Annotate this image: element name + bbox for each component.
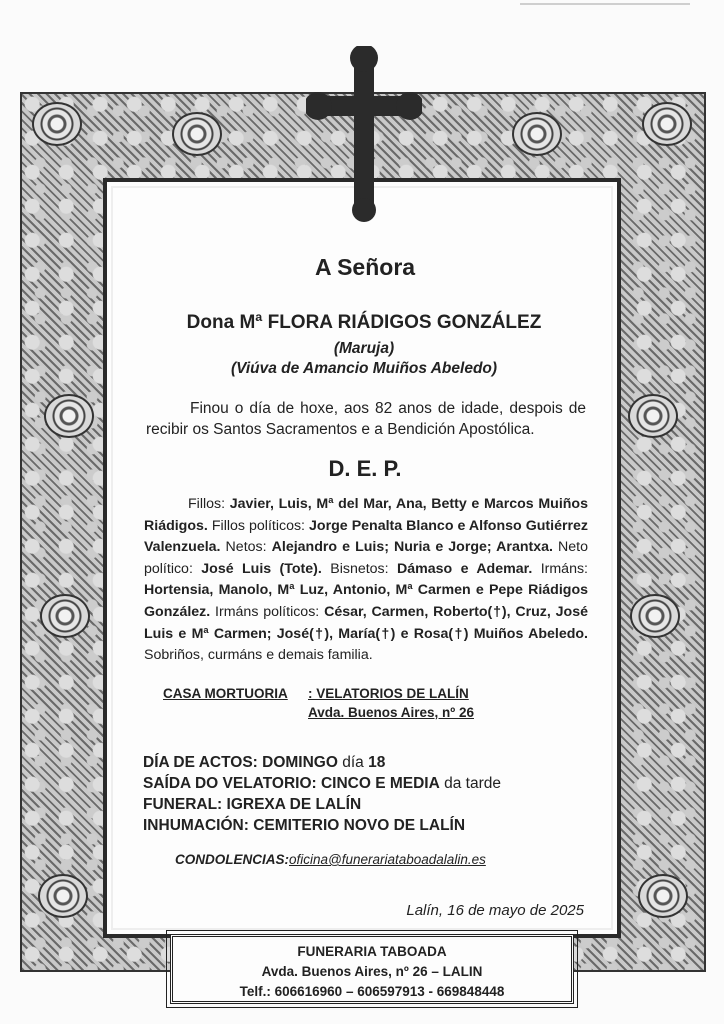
notice-date: Lalín, 16 de mayo de 2025 [406,902,584,919]
sibling-inlaws-names: César, Carmen, Roberto(†), Cruz, José Luis e Mª Carmen; José(†), María(†) e Rosa(†) Muiños Abeledo. [144,603,588,642]
ceremony-funeral: FUNERAL: IGREXA DE LALÍN [143,796,362,813]
rose-ornament [32,102,82,146]
rose-ornament [638,874,688,918]
rose-ornament [630,594,680,638]
page-title: A Señora [314,254,416,280]
funeral-home-address: Avda. Buenos Aires, nº 26 [308,705,474,720]
ceremony-details [143,752,501,836]
deceased-name: Dona Mª FLORA RIÁDIGOS GONZÁLEZ [186,312,542,333]
intro-text: Finou o día de hoxe, aos 82 anos de idade, despois de recibir os Santos Sacramentos e a Bendición Apostólica. [146,400,586,438]
scan-artifact-line [520,3,690,5]
grandchildren-label: Netos: [220,539,272,556]
ceremony-day: DÍA DE ACTOS: DOMINGO día 18 [143,754,386,771]
rip-heading: D. E. P. [328,456,402,481]
inlaws-label: Fillos políticos: [207,517,310,534]
great-grandchildren-names: Dámaso e Ademar. [396,560,533,577]
rose-ornament [38,874,88,918]
siblings-label: Irmáns: [532,560,588,577]
sibling-inlaws-label: Irmáns políticos: [210,603,325,620]
rose-ornament [512,112,562,156]
children-names: Javier, Luis, Mª del Mar, Ana, Betty e Marcos Muiños Riádigos. [144,496,588,534]
grand-inlaw-name: José Luis (Tote). [201,560,322,577]
grandchildren-names: Alejandro e Luis; Nuria e Jorge; Arantxa. [271,539,553,556]
rose-ornament [172,112,222,156]
footer-company-name: FUNERARIA TABOADA [297,944,447,959]
condolences-label: CONDOLENCIAS: [175,852,289,867]
rose-ornament [44,394,94,438]
deceased-nickname: (Maruja) [333,340,395,357]
children-label: Fillos: [188,496,230,512]
siblings-names: Hortensia, Manolo, Mª Luz, Antonio, Mª Carmen e Pepe Riádigos González. [144,582,588,620]
inlaws-names: Jorge Penalta Blanco e Alfonso Gutiérrez Valenzuela. [144,517,589,556]
cross-icon [306,46,422,222]
grand-inlaw-label: Neto político: [144,539,588,577]
family-list [144,494,588,667]
footer-phones: Telf.: 606616960 – 606597913 - 669848448 [239,984,505,999]
ceremony-departure: SAÍDA DO VELATORIO: CINCO E MEDIA da tarde [143,775,501,792]
rose-ornament [40,594,90,638]
condolences-email-link[interactable]: oficina@funerariataboadalalin.es [289,852,486,867]
rose-ornament [628,394,678,438]
other-relatives: Sobriños, curmáns e demais familia. [144,647,373,664]
funeral-home-footer [170,934,574,1004]
condolences [175,852,486,867]
funeral-home-label: CASA MORTUORIA [163,686,288,701]
funeral-home-name: : VELATORIOS DE LALÍN [308,686,469,701]
great-grandchildren-label: Bisnetos: [321,560,397,577]
ceremony-burial: INHUMACIÓN: CEMITERIO NOVO DE LALÍN [143,817,466,834]
widow-of: (Viúva de Amancio Muiños Abeledo) [230,360,498,377]
footer-address: Avda. Buenos Aires, nº 26 – LALIN [261,964,483,979]
rose-ornament [642,102,692,146]
